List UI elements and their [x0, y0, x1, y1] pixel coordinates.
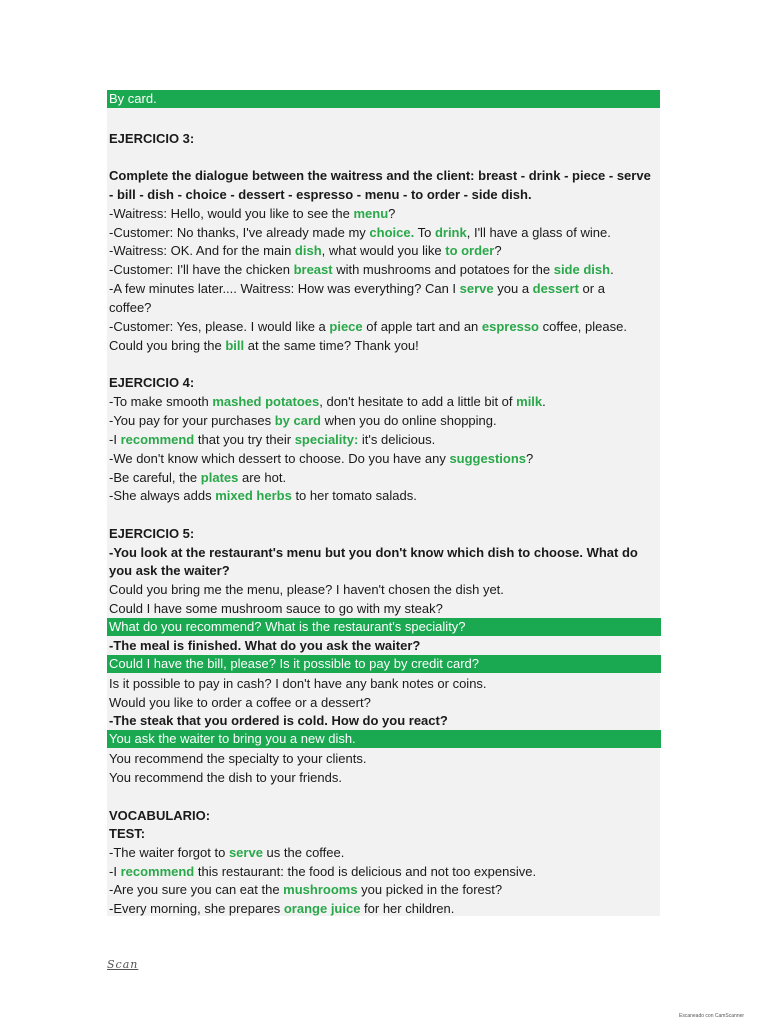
- question-3: -The steak that you ordered is cold. How do you react?: [109, 713, 448, 728]
- exercise-4-heading: EJERCICIO 4:: [109, 375, 195, 390]
- dialogue-line: coffee?: [109, 300, 152, 315]
- sentence-line: -She always adds mixed herbs to her tomato salads.: [109, 488, 417, 503]
- sentence-line: -I recommend that you try their speciality: it's delicious.: [109, 432, 436, 447]
- option-line: Could you bring me the menu, please? I haven't chosen the dish yet.: [109, 582, 504, 597]
- dialogue-line: -A few minutes later.... Waitress: How was everything? Can I serve you a dessert or a: [109, 281, 605, 296]
- sentence-line: -The waiter forgot to serve us the coffee.: [109, 845, 345, 860]
- option-line: Would you like to order a coffee or a dessert?: [109, 695, 371, 710]
- sentence-line: -You pay for your purchases by card when you do online shopping.: [109, 413, 497, 428]
- dialogue-line: -Customer: Yes, please. I would like a piece of apple tart and an espresso coffee, please.: [109, 319, 627, 334]
- signature-mark: Scan: [107, 958, 139, 971]
- sentence-line: -Every morning, she prepares orange juice for her children.: [109, 901, 455, 916]
- dialogue-line: -Waitress: Hello, would you like to see the menu?: [109, 206, 396, 221]
- answer-text: You ask the waiter to bring you a new dish.: [109, 731, 356, 746]
- exercise-3-instruction-2: - bill - dish - choice - dessert - espresso - menu - to order - side dish.: [109, 187, 532, 202]
- sentence-line: -I recommend this restaurant: the food is delicious and not too expensive.: [109, 864, 537, 879]
- question-1-line-2: you ask the waiter?: [109, 563, 230, 578]
- question-1-line-1: -You look at the restaurant's menu but you don't know which dish to choose. What do: [109, 545, 638, 560]
- answer-band-top: [107, 90, 660, 108]
- test-subheading: TEST:: [109, 826, 146, 841]
- scanner-credit: Escaneado con CamScanner: [679, 1013, 745, 1019]
- question-2: -The meal is finished. What do you ask the waiter?: [109, 638, 421, 653]
- answer-text: What do you recommend? What is the restaurant's speciality?: [109, 619, 466, 634]
- sentence-line: -Be careful, the plates are hot.: [109, 470, 287, 485]
- answer-text-top: By card.: [109, 91, 157, 106]
- dialogue-line: -Customer: I'll have the chicken breast with mushrooms and potatoes for the side dish.: [109, 262, 614, 277]
- option-line: Is it possible to pay in cash? I don't have any bank notes or coins.: [109, 676, 487, 691]
- sentence-line: -Are you sure you can eat the mushrooms you picked in the forest?: [109, 882, 503, 897]
- dialogue-line: -Customer: No thanks, I've already made my choice. To drink, I'll have a glass of wine.: [109, 225, 611, 240]
- option-line: Could I have some mushroom sauce to go with my steak?: [109, 601, 443, 616]
- option-line: You recommend the dish to your friends.: [109, 770, 342, 785]
- dialogue-line: Could you bring the bill at the same time? Thank you!: [109, 338, 419, 353]
- sentence-line: -To make smooth mashed potatoes, don't hesitate to add a little bit of milk.: [109, 394, 546, 409]
- exercise-3-instruction-1: Complete the dialogue between the waitress and the client: breast - drink - piece - serve: [109, 168, 651, 183]
- exercise-3-heading: EJERCICIO 3:: [109, 131, 195, 146]
- exercise-5-heading: EJERCICIO 5:: [109, 526, 195, 541]
- option-line: You recommend the specialty to your clients.: [109, 751, 367, 766]
- answer-text: Could I have the bill, please? Is it possible to pay by credit card?: [109, 656, 479, 671]
- vocabulary-heading: VOCABULARIO:: [109, 808, 211, 823]
- dialogue-line: -Waitress: OK. And for the main dish, what would you like to order?: [109, 243, 502, 258]
- sentence-line: -We don't know which dessert to choose. Do you have any suggestions?: [109, 451, 534, 466]
